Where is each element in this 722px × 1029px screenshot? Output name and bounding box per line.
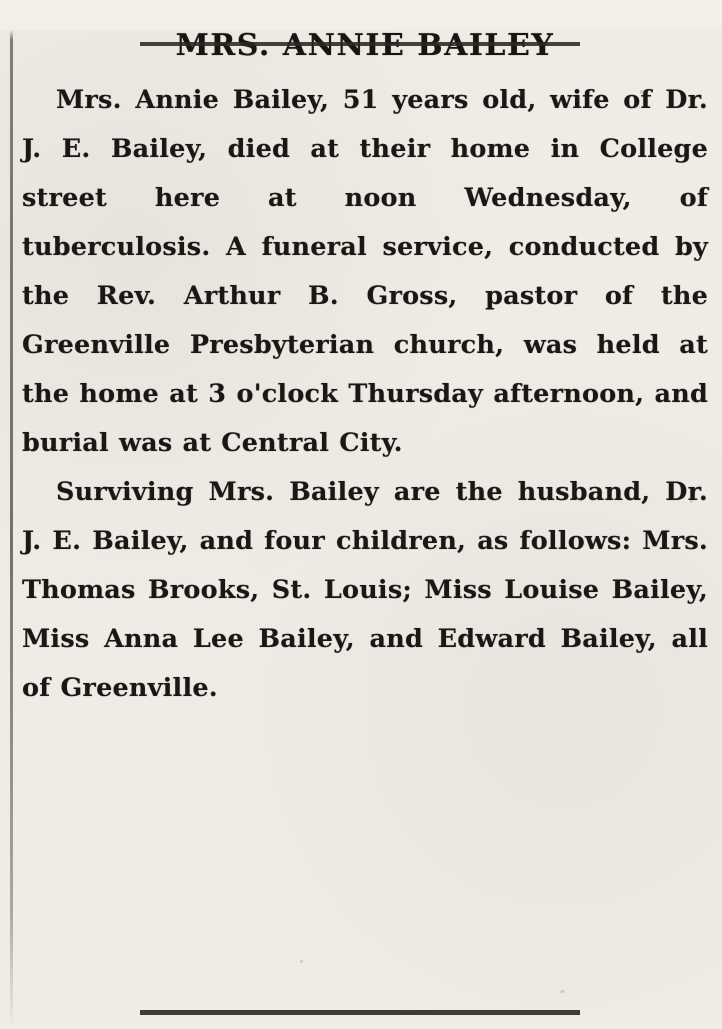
paragraph-2: Surviving Mrs. Bailey are the husband, Dr. J. E. Bailey, and four children, as follows: Mrs. Thomas Brooks, St. Louis; Miss Louise Bailey, Miss Anna Lee Bailey, and Edward Bailey, all of Greenville. — [22, 476, 708, 703]
horizontal-rule-top — [140, 42, 580, 46]
paper-speckle — [560, 990, 565, 993]
column-rule-left — [10, 30, 13, 1029]
horizontal-rule-bottom — [140, 1010, 580, 1015]
paper-speckle — [300, 960, 303, 963]
paragraph-1: Mrs. Annie Bailey, 51 years old, wife of Dr. J. E. Bailey, died at their home in College street here at noon Wednesday, of tuberculosis. A funeral service, conducted by the Rev. Arthur B. Gross, pastor of the Greenville Presbyterian church, was held at the home at 3 o'clock Thursday afternoon, and burial was at Central City. — [22, 84, 708, 458]
obituary-body — [22, 76, 708, 713]
newspaper-clipping — [0, 30, 722, 1029]
